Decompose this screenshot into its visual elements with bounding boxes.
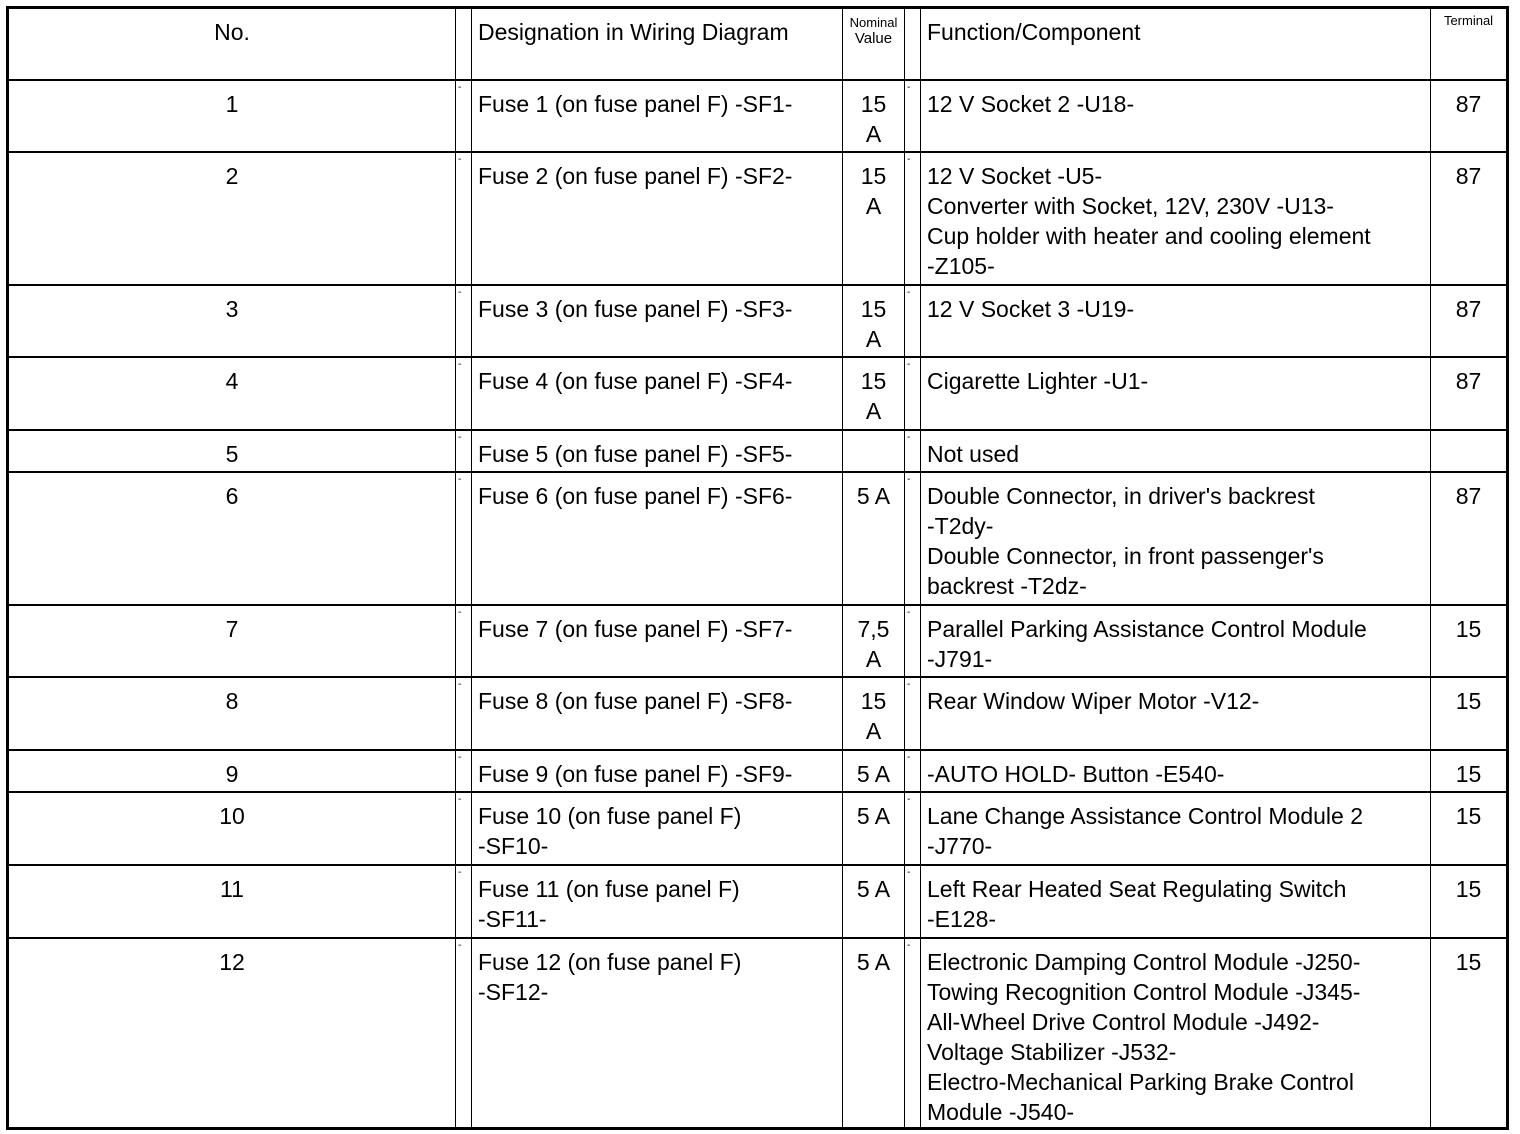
nominal-value	[843, 152, 905, 285]
cell-marker: -	[907, 606, 911, 618]
spacer-cell	[456, 80, 472, 152]
cell-marker: -	[458, 751, 462, 763]
designation-line: Fuse 9 (on fuse panel F) -SF9-	[478, 760, 793, 787]
nominal-value	[843, 938, 905, 1129]
table-row	[8, 938, 1508, 1129]
cell-marker: -	[907, 81, 911, 93]
terminal: 87	[1431, 285, 1508, 357]
table-row	[8, 750, 1508, 792]
fuse-number: 11	[8, 865, 456, 938]
spacer-cell	[905, 938, 921, 1129]
header-nominal-value-line1: Nominal	[849, 15, 898, 30]
function-line: -T2dy-	[927, 512, 994, 539]
fuse-designation	[472, 285, 843, 357]
designation-line: Fuse 6 (on fuse panel F) -SF6-	[478, 482, 793, 509]
cell-marker: -	[458, 286, 462, 298]
cell-marker: -	[907, 866, 911, 878]
cell-marker: -	[907, 939, 911, 951]
spacer-cell	[456, 357, 472, 430]
table-row	[8, 430, 1508, 472]
spacer-cell	[456, 430, 472, 472]
nominal-value	[843, 285, 905, 357]
spacer-cell	[905, 677, 921, 750]
function-line: Electro-Mechanical Parking Brake Control	[927, 1068, 1354, 1095]
function-line: Cigarette Lighter -U1-	[927, 367, 1149, 394]
fuse-number: 8	[8, 677, 456, 750]
spacer-cell	[456, 865, 472, 938]
spacer-cell	[905, 472, 921, 605]
spacer-cell	[456, 938, 472, 1129]
designation-line: Fuse 5 (on fuse panel F) -SF5-	[478, 440, 793, 467]
cell-marker: -	[458, 473, 462, 485]
value-line: 15	[860, 90, 887, 117]
terminal: 15	[1431, 938, 1508, 1129]
designation-line: Fuse 8 (on fuse panel F) -SF8-	[478, 687, 793, 714]
value-line: 5 A	[856, 760, 891, 787]
nominal-value	[843, 792, 905, 865]
value-line: 7,5	[857, 615, 890, 642]
function-component	[921, 605, 1431, 677]
terminal: 87	[1431, 80, 1508, 152]
header-spacer	[456, 8, 472, 80]
fuse-number: 12	[8, 938, 456, 1129]
function-line: Left Rear Heated Seat Regulating Switch	[927, 875, 1347, 902]
header-row	[8, 8, 1508, 80]
fuse-number: 7	[8, 605, 456, 677]
spacer-cell	[456, 152, 472, 285]
cell-marker: -	[907, 358, 911, 370]
cell-marker: -	[458, 81, 462, 93]
designation-line: Fuse 2 (on fuse panel F) -SF2-	[478, 162, 793, 189]
fuse-designation	[472, 792, 843, 865]
value-line: A	[865, 325, 882, 352]
function-line: Module -J540-	[927, 1098, 1075, 1125]
value-line: 5 A	[856, 875, 891, 902]
value-line: 5 A	[856, 802, 891, 829]
cell-marker: -	[458, 358, 462, 370]
header-terminal: Terminal	[1431, 8, 1508, 80]
spacer-cell	[905, 430, 921, 472]
fuse-designation	[472, 938, 843, 1129]
nominal-value	[843, 750, 905, 792]
fuse-number: 2	[8, 152, 456, 285]
cell-marker: -	[458, 866, 462, 878]
table-row	[8, 285, 1508, 357]
table-row	[8, 357, 1508, 430]
header-nominal-value	[843, 8, 905, 80]
spacer-cell	[905, 357, 921, 430]
terminal	[1431, 430, 1508, 472]
designation-line: Fuse 3 (on fuse panel F) -SF3-	[478, 295, 793, 322]
function-line: Towing Recognition Control Module -J345-	[927, 978, 1361, 1005]
function-line: 12 V Socket 3 -U19-	[927, 295, 1135, 322]
spacer-cell	[456, 792, 472, 865]
designation-line: -SF10-	[478, 832, 549, 859]
header-spacer	[905, 8, 921, 80]
designation-line: -SF11-	[478, 905, 547, 932]
nominal-value	[843, 430, 905, 472]
function-component	[921, 80, 1431, 152]
fuse-number: 6	[8, 472, 456, 605]
header-designation: Designation in Wiring Diagram	[472, 8, 843, 80]
function-line: -J791-	[927, 645, 993, 672]
spacer-cell	[905, 152, 921, 285]
fuse-designation	[472, 750, 843, 792]
nominal-value	[843, 357, 905, 430]
cell-marker: -	[907, 431, 911, 443]
terminal: 87	[1431, 357, 1508, 430]
spacer-cell	[905, 865, 921, 938]
spacer-cell	[456, 285, 472, 357]
designation-line: Fuse 1 (on fuse panel F) -SF1-	[478, 90, 793, 117]
function-line: Lane Change Assistance Control Module 2	[927, 802, 1364, 829]
function-component	[921, 472, 1431, 605]
spacer-cell	[905, 285, 921, 357]
table-row	[8, 152, 1508, 285]
spacer-cell	[456, 750, 472, 792]
fuse-table	[6, 6, 1509, 1130]
fuse-number: 4	[8, 357, 456, 430]
function-line: Double Connector, in driver's backrest	[927, 482, 1315, 509]
cell-marker: -	[458, 678, 462, 690]
function-component	[921, 430, 1431, 472]
table-row	[8, 792, 1508, 865]
function-component	[921, 865, 1431, 938]
function-component	[921, 152, 1431, 285]
value-line: A	[865, 120, 882, 147]
fuse-designation	[472, 472, 843, 605]
function-line: -AUTO HOLD- Button -E540-	[927, 760, 1225, 787]
value-line: 15	[860, 162, 887, 189]
spacer-cell	[456, 472, 472, 605]
fuse-designation	[472, 677, 843, 750]
cell-marker: -	[458, 431, 462, 443]
function-line: Voltage Stabilizer -J532-	[927, 1038, 1177, 1065]
table-row	[8, 80, 1508, 152]
nominal-value	[843, 605, 905, 677]
function-line: Double Connector, in front passenger's	[927, 542, 1324, 569]
spacer-cell	[905, 792, 921, 865]
value-line: 15	[860, 367, 887, 394]
cell-marker: -	[458, 793, 462, 805]
header-no: No.	[8, 8, 456, 80]
fuse-designation	[472, 80, 843, 152]
function-line: backrest -T2dz-	[927, 572, 1087, 599]
table-row	[8, 677, 1508, 750]
table-row	[8, 605, 1508, 677]
designation-line: Fuse 4 (on fuse panel F) -SF4-	[478, 367, 793, 394]
nominal-value	[843, 677, 905, 750]
spacer-cell	[456, 677, 472, 750]
value-line: 15	[860, 687, 887, 714]
value-line: 5 A	[856, 948, 891, 975]
function-component	[921, 677, 1431, 750]
terminal: 15	[1431, 605, 1508, 677]
value-line: 15	[860, 295, 887, 322]
fuse-table-body	[8, 80, 1508, 1129]
function-line: 12 V Socket -U5-	[927, 162, 1103, 189]
cell-marker: -	[458, 606, 462, 618]
cell-marker: -	[458, 939, 462, 951]
fuse-number: 9	[8, 750, 456, 792]
function-line: -E128-	[927, 905, 997, 932]
nominal-value	[843, 80, 905, 152]
fuse-number: 10	[8, 792, 456, 865]
cell-marker: -	[907, 678, 911, 690]
function-component	[921, 938, 1431, 1129]
cell-marker: -	[907, 793, 911, 805]
value-line: A	[865, 645, 882, 672]
function-line: Not used	[927, 440, 1020, 467]
function-component	[921, 750, 1431, 792]
terminal: 15	[1431, 792, 1508, 865]
fuse-designation	[472, 430, 843, 472]
function-line: Cup holder with heater and cooling element	[927, 222, 1371, 249]
value-line: A	[865, 397, 882, 424]
function-line: All-Wheel Drive Control Module -J492-	[927, 1008, 1320, 1035]
cell-marker: -	[907, 473, 911, 485]
designation-line: Fuse 11 (on fuse panel F)	[478, 875, 740, 902]
spacer-cell	[905, 605, 921, 677]
function-line: Parallel Parking Assistance Control Module	[927, 615, 1367, 642]
spacer-cell	[905, 750, 921, 792]
value-line: 5 A	[856, 482, 891, 509]
fuse-designation	[472, 605, 843, 677]
spacer-cell	[456, 605, 472, 677]
fuse-number: 1	[8, 80, 456, 152]
value-line: A	[865, 717, 882, 744]
function-line: Converter with Socket, 12V, 230V -U13-	[927, 192, 1334, 219]
nominal-value	[843, 865, 905, 938]
header-nominal-value-line2: Value	[854, 30, 893, 47]
table-row	[8, 865, 1508, 938]
terminal: 15	[1431, 865, 1508, 938]
header-function: Function/Component	[921, 8, 1431, 80]
designation-line: Fuse 7 (on fuse panel F) -SF7-	[478, 615, 793, 642]
fuse-designation	[472, 152, 843, 285]
fuse-number: 5	[8, 430, 456, 472]
cell-marker: -	[907, 286, 911, 298]
fuse-number: 3	[8, 285, 456, 357]
function-line: Rear Window Wiper Motor -V12-	[927, 687, 1260, 714]
function-line: -J770-	[927, 832, 993, 859]
designation-line: -SF12-	[478, 978, 549, 1005]
designation-line: Fuse 10 (on fuse panel F)	[478, 802, 742, 829]
fuse-designation	[472, 357, 843, 430]
terminal: 15	[1431, 677, 1508, 750]
terminal: 15	[1431, 750, 1508, 792]
function-component	[921, 357, 1431, 430]
designation-line: Fuse 12 (on fuse panel F)	[478, 948, 742, 975]
nominal-value	[843, 472, 905, 605]
cell-marker: -	[907, 153, 911, 165]
fuse-designation	[472, 865, 843, 938]
function-component	[921, 792, 1431, 865]
cell-marker: -	[458, 153, 462, 165]
terminal: 87	[1431, 472, 1508, 605]
cell-marker: -	[907, 751, 911, 763]
function-line: -Z105-	[927, 252, 995, 279]
value-line: A	[865, 192, 882, 219]
terminal: 87	[1431, 152, 1508, 285]
function-component	[921, 285, 1431, 357]
spacer-cell	[905, 80, 921, 152]
function-line: Electronic Damping Control Module -J250-	[927, 948, 1361, 975]
function-line: 12 V Socket 2 -U18-	[927, 90, 1135, 117]
table-row	[8, 472, 1508, 605]
